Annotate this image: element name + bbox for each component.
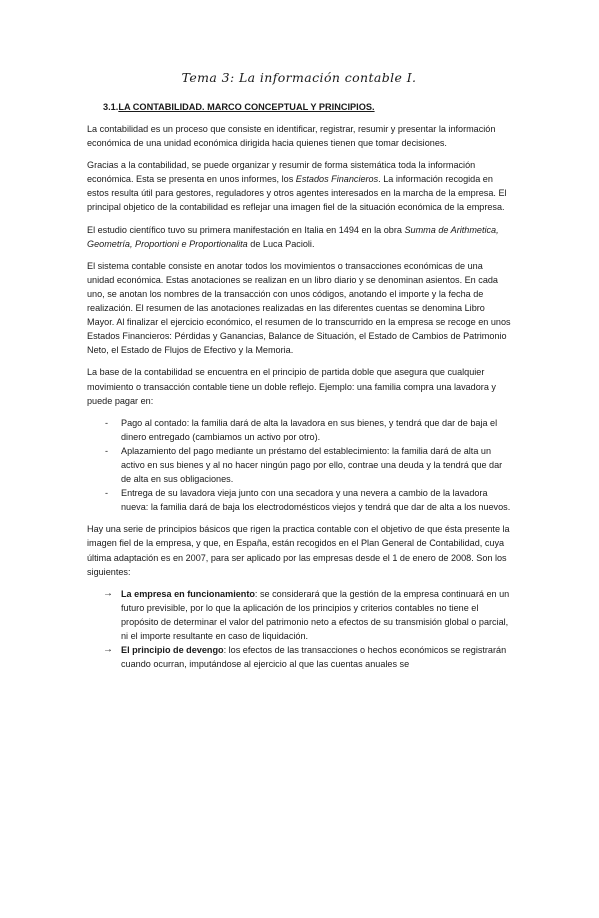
paragraph-accounting-system: El sistema contable consiste en anotar todos los movimientos o transacciones económicas de una unidad económica. Estas anotaciones se realizan en un libro diario y se denominan asientos. En cada uno, se anotan los nombres de la transacción con unos códigos, anotando el importe y la fecha de realización. El resumen de las anotaciones realizadas en las diferentes cuentas se denomina Libro Mayor. Al finalizar el ejercicio económico, el resumen de lo transcurrido en la empresa se recoge en unos Estados Financieros: Pérdidas y Ganancias, Balance de Situación, el Estado de Cambios de Patrimonio Neto, el Estado de Flujos de Efectivo y la Memoria.: [87, 260, 511, 356]
arrow-right-icon: →: [103, 644, 113, 656]
document-title: Tema 3: La información contable I.: [181, 70, 417, 85]
paragraph-double-entry: La base de la contabilidad se encuentra en el principio de partida doble que asegura que cualquier movimiento o transacción contable tiene un doble reflejo. Ejemplo: una familia compra una lavadora y puede pagar en:: [87, 367, 496, 406]
arrow-right-icon: →: [103, 587, 113, 599]
principle-text: : los efectos de las transacciones o hechos económicos se registrarán cuando ocurran, imputándose al ejercicio al que las cuentas anuales se: [121, 645, 507, 670]
list-item: [87, 643, 511, 671]
principle-text: : se considerará que la gestión de la empresa continuará en un futuro previsible, por lo que la aplicación de los principios y criterios contables no tiene el propósito de determinar el valor del patrimonio neto a efectos de su transmisión global o parcial, ni el importe resultante en caso de liquidación.: [121, 588, 510, 641]
principles-list: [87, 587, 511, 672]
list-item: [87, 416, 511, 444]
list-item: [87, 444, 511, 486]
emphasis-text: Estados Financieros: [295, 174, 379, 185]
principle-name: El principio de devengo: [121, 645, 224, 656]
paragraph-text: El estudio científico tuvo su primera manifestación en Italia en 1494 en la obra: [87, 224, 405, 235]
dash-marker: -: [105, 488, 109, 499]
paragraph-definition: La contabilidad es un proceso que consiste en identificar, registrar, resumir y presentar la información económica de una unidad económica dirigida hacia quienes tienen que tomar decisiones.: [87, 124, 496, 149]
list-item-text: Aplazamiento del pago mediante un préstamo del establecimiento: la familia dará de alta un activo en sus bienes y al no hacer ningún pago por ello, contrae una deuda y la tendrá que dar de alta en sus obligaciones.: [121, 445, 503, 485]
paragraph-text: de Luca Pacioli.: [247, 238, 315, 249]
section-number: 3.1.: [103, 102, 119, 112]
list-item: [87, 587, 511, 643]
emphasis-text: Summa de Arithmetica, Geometría, Proportioni e Proportionalita: [87, 224, 499, 249]
paragraph-text: Gracias a la contabilidad, se puede organizar y resumir de forma sistemática toda la información económica. Esta se presenta en unos informes, los: [87, 160, 476, 185]
principle-name: La empresa en funcionamiento: [121, 588, 255, 599]
paragraph-history: [87, 223, 511, 251]
list-item-text: Pago al contado: la familia dará de alta la lavadora en sus bienes, y tendrá que dar de baja el dinero entregado (cambiamos un activo por otro).: [121, 417, 498, 442]
paragraph-financial-statements: [87, 158, 511, 214]
paragraph-principles-intro: Hay una serie de principios básicos que rigen la practica contable con el objetivo de que ésta presente la imagen fiel de la empresa, y que, en España, están recogidos en el Plan General de Contabilidad, cuya última adaptación es en 2007, para ser aplicado por las empresas desde el 1 de enero de 2008. Son los siguientes:: [87, 524, 510, 577]
list-item-text: Entrega de su lavadora vieja junto con una secadora y una nevera a cambio de la lavadora nueva: la familia dará de baja los electrodomésticos viejos y tendrá que dar de alta a los nuevos.: [121, 488, 511, 513]
dash-marker: -: [105, 417, 109, 428]
section-heading: [103, 100, 511, 114]
section-heading-text: LA CONTABILIDAD. MARCO CONCEPTUAL Y PRINCIPIOS.: [118, 102, 375, 112]
paragraph-text: . La información recogida en estos resulta útil para gestores, reguladores y otros agentes interesados en la marcha de la empresa. El principal objetico de la contabilidad es reflejar una imagen fiel de la situación económica de la empresa.: [87, 174, 507, 213]
list-item: [87, 486, 511, 514]
dash-marker: -: [105, 445, 109, 456]
document-page: [0, 70, 599, 918]
payment-options-list: [87, 416, 511, 515]
